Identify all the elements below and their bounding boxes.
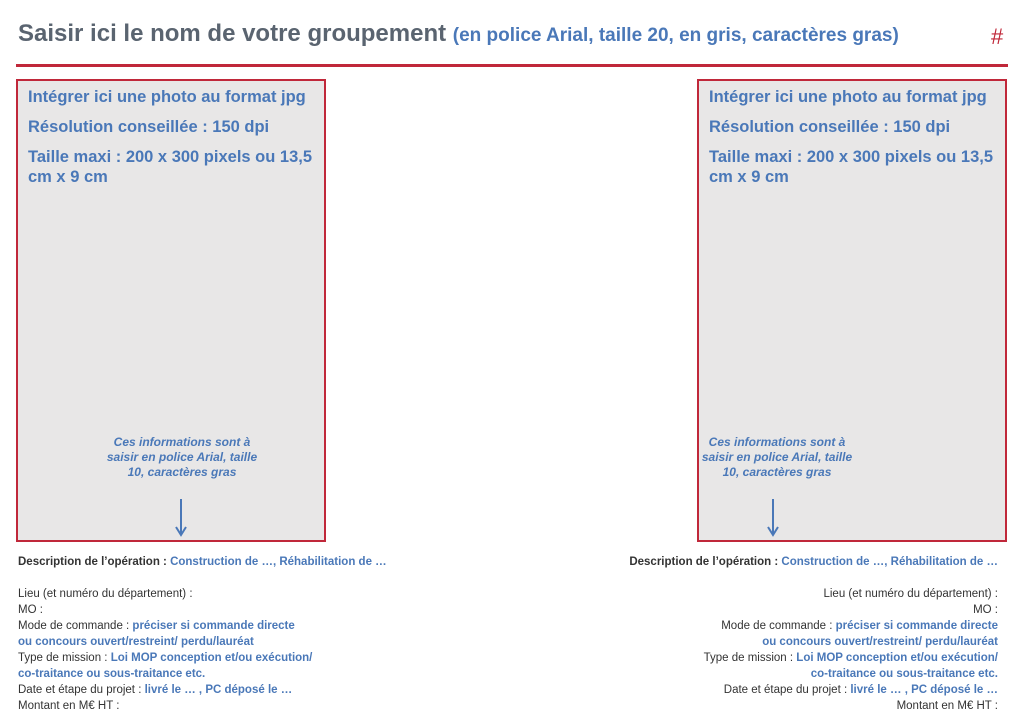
arrow-down-icon — [767, 499, 779, 537]
group-name-title: Saisir ici le nom de votre groupement — [18, 20, 447, 47]
mo-line: MO : — [973, 604, 998, 616]
mission-line: Type de mission : Loi MOP conception et/ou exécution/ — [703, 652, 998, 664]
photo-format-text: Intégrer ici une photo au format jpg — [28, 88, 306, 106]
mode-line-2: ou concours ouvert/restreint/ perdu/lauréat — [18, 636, 254, 648]
mode-line: Mode de commande : préciser si commande directe — [18, 620, 295, 632]
page-number: # — [991, 24, 1004, 49]
font-instruction-note: Ces informations sont à saisir en police Arial, taille 10, caractères gras — [701, 435, 853, 479]
date-line: Date et étape du projet : livré le … , PC déposé le … — [723, 684, 998, 696]
photo-placeholder-left[interactable] — [16, 79, 326, 542]
photo-placeholder-right[interactable] — [697, 79, 1007, 542]
mission-line-2: co-traitance ou sous-traitance etc. — [18, 668, 206, 680]
project-info-left — [18, 554, 387, 714]
lieu-line: Lieu (et numéro du département) : — [823, 588, 998, 600]
mode-line: Mode de commande : préciser si commande directe — [721, 620, 998, 632]
photo-instructions — [28, 87, 318, 197]
header-divider — [16, 64, 1008, 67]
montant-line: Montant en M€ HT : — [18, 700, 120, 712]
photo-resolution-text: Résolution conseillée : 150 dpi — [28, 118, 270, 136]
mission-line: Type de mission : Loi MOP conception et/ou exécution/ — [18, 652, 313, 664]
title-font-instruction: (en police Arial, taille 20, en gris, caractères gras) — [452, 25, 899, 46]
description-line: Description de l’opération : Construction de …, Réhabilitation de … — [629, 556, 998, 568]
montant-line: Montant en M€ HT : — [896, 700, 998, 712]
arrow-down-icon — [175, 499, 187, 537]
mission-line-2: co-traitance ou sous-traitance etc. — [810, 668, 998, 680]
photo-instructions — [709, 87, 999, 197]
mode-line-2: ou concours ouvert/restreint/ perdu/lauréat — [762, 636, 998, 648]
photo-size-text: Taille maxi : 200 x 300 pixels ou 13,5 cm x 9 cm — [709, 148, 994, 186]
font-instruction-note: Ces informations sont à saisir en police Arial, taille 10, caractères gras — [106, 435, 258, 479]
description-line: Description de l’opération : Construction de …, Réhabilitation de … — [18, 556, 387, 568]
photo-format-text: Intégrer ici une photo au format jpg — [709, 88, 987, 106]
photo-resolution-text: Résolution conseillée : 150 dpi — [709, 118, 951, 136]
date-line: Date et étape du projet : livré le … , PC déposé le … — [18, 684, 293, 696]
photo-size-text: Taille maxi : 200 x 300 pixels ou 13,5 cm x 9 cm — [28, 148, 313, 186]
mo-line: MO : — [18, 604, 43, 616]
lieu-line: Lieu (et numéro du département) : — [18, 588, 193, 600]
project-info-right — [629, 554, 998, 714]
page-title — [18, 20, 899, 48]
